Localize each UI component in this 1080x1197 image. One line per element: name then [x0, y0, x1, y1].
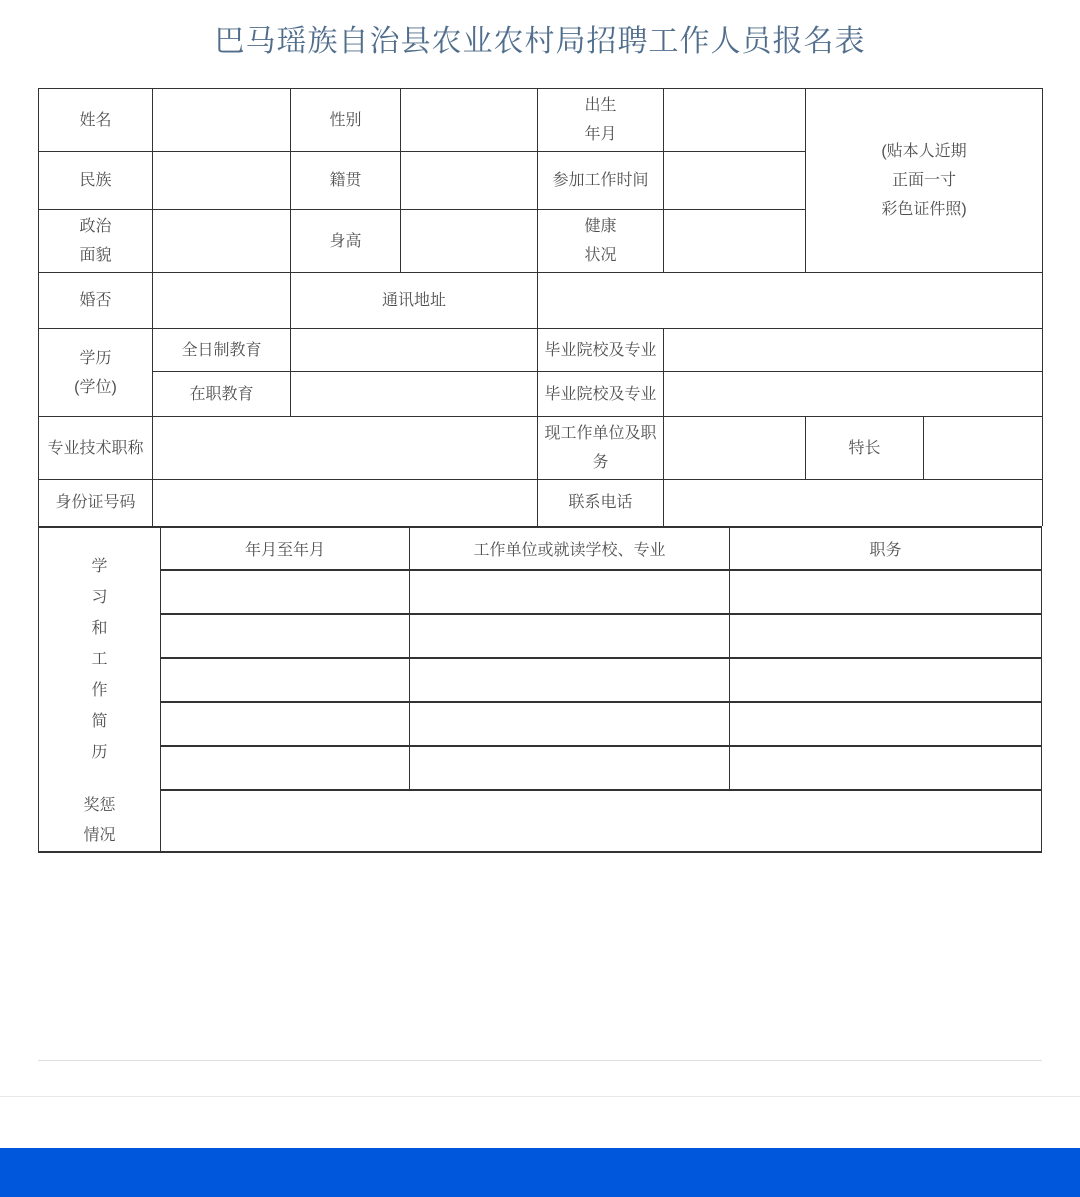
history-header-row: [161, 528, 1041, 571]
field-label-current-employer: 现工作单位及职务: [538, 417, 664, 480]
field-label-health-line2: 状况: [584, 247, 617, 264]
photo-note-line2: 正面一寸: [891, 172, 956, 189]
field-value-height: [401, 210, 538, 273]
history-label-char: 简: [91, 712, 108, 730]
field-label-work-start-date: 参加工作时间: [538, 152, 664, 210]
field-label-height: 身高: [291, 210, 401, 273]
field-value-name: [153, 89, 291, 152]
history-cell-organization: [410, 571, 730, 613]
history-grid: [161, 528, 1041, 851]
history-label-char: 习: [91, 588, 108, 606]
field-value-graduate-school-inservice: [664, 372, 1043, 417]
field-value-professional-title: [153, 417, 538, 480]
awards-label-line1: 奖惩: [83, 796, 116, 814]
history-cell-period: [161, 571, 410, 613]
awards-section-label: [39, 791, 160, 851]
history-cell-organization: [410, 747, 730, 789]
field-value-gender: [401, 89, 538, 152]
page-title: 巴马瑶族自治县农业农村局招聘工作人员报名表: [214, 25, 866, 58]
field-value-mailing-address: [538, 273, 1043, 329]
history-col-header-position: 职务: [869, 541, 902, 559]
field-label-political-line2: 面貌: [79, 247, 112, 264]
awards-content-cell: [161, 791, 1041, 851]
field-value-work-start-date: [664, 152, 806, 210]
field-value-graduate-school-fulltime: [664, 329, 1043, 372]
history-cell-position: [730, 571, 1041, 613]
history-cell-organization: [410, 659, 730, 701]
history-cell-organization: [410, 703, 730, 745]
field-label-graduate-school-fulltime: 毕业院校及专业: [538, 329, 664, 372]
field-value-inservice-education: [291, 372, 538, 417]
history-cell-period: [161, 615, 410, 657]
history-label-char: 和: [91, 619, 108, 637]
field-value-native-place: [401, 152, 538, 210]
history-cell-period: [161, 747, 410, 789]
field-label-graduate-school-inservice: 毕业院校及专业: [538, 372, 664, 417]
field-label-birth: [538, 89, 664, 152]
field-label-political-line1: 政治: [79, 218, 112, 235]
field-value-current-employer: [664, 417, 806, 480]
history-col-header-period: 年月至年月: [161, 528, 410, 569]
history-empty-row: [161, 703, 1041, 747]
field-label-health: [538, 210, 664, 273]
history-cell-position: [730, 747, 1041, 789]
application-form: [38, 88, 1042, 853]
field-label-birth-line1: 出生: [584, 97, 617, 114]
field-label-fulltime-education: 全日制教育: [153, 329, 291, 372]
photo-note-line1: (贴本人近期: [881, 143, 967, 160]
history-label-char: 学: [91, 557, 108, 575]
field-label-health-line1: 健康: [584, 218, 617, 235]
history-label-char: 作: [91, 681, 108, 699]
field-label-mailing-address: 通讯地址: [291, 273, 538, 329]
photo-placeholder: [806, 89, 1043, 273]
field-label-marital-status: 婚否: [39, 273, 153, 329]
history-col-header-organization: 工作单位或就读学校、专业: [410, 528, 730, 569]
photo-note-line3: 彩色证件照): [881, 201, 967, 218]
field-value-marital-status: [153, 273, 291, 329]
field-label-political-status: [39, 210, 153, 273]
field-value-political-status: [153, 210, 291, 273]
awards-label-line2: 情况: [83, 826, 116, 844]
history-empty-row: [161, 615, 1041, 659]
field-value-id-number: [153, 480, 538, 526]
field-label-inservice-education: 在职教育: [153, 372, 291, 417]
field-value-health: [664, 210, 806, 273]
field-label-birth-line2: 年月: [584, 126, 617, 143]
history-section-label: [39, 528, 160, 791]
field-label-specialty: 特长: [806, 417, 924, 480]
history-cell-position: [730, 659, 1041, 701]
field-value-specialty: [924, 417, 1043, 480]
history-label-column: [39, 528, 161, 851]
history-cell-period: [161, 659, 410, 701]
history-cell-position: [730, 615, 1041, 657]
footer-accent-bar: [0, 1148, 1080, 1197]
field-label-professional-title: 专业技术职称: [39, 417, 153, 480]
field-value-fulltime-education: [291, 329, 538, 372]
field-value-birth: [664, 89, 806, 152]
history-label-char: 历: [91, 743, 108, 761]
history-empty-row: [161, 747, 1041, 791]
divider-line-full: [0, 1096, 1080, 1097]
field-label-ethnicity: 民族: [39, 152, 153, 210]
field-label-education-line2: (学位): [74, 378, 117, 396]
field-value-ethnicity: [153, 152, 291, 210]
field-label-education-line1: 学历: [79, 349, 112, 367]
history-cell-position: [730, 703, 1041, 745]
field-label-id-number: 身份证号码: [39, 480, 153, 526]
field-label-phone: 联系电话: [538, 480, 664, 526]
history-empty-row: [161, 659, 1041, 703]
form-top-table: [38, 88, 1043, 526]
history-section: [38, 526, 1042, 853]
field-value-phone: [664, 480, 1043, 526]
history-cell-period: [161, 703, 410, 745]
history-label-char: 工: [91, 650, 108, 668]
field-label-education: [39, 329, 153, 417]
history-cell-organization: [410, 615, 730, 657]
field-label-native-place: 籍贯: [291, 152, 401, 210]
history-empty-row: [161, 571, 1041, 615]
field-label-name: 姓名: [39, 89, 153, 152]
divider-line-inner: [38, 1060, 1042, 1061]
field-label-gender: 性别: [291, 89, 401, 152]
